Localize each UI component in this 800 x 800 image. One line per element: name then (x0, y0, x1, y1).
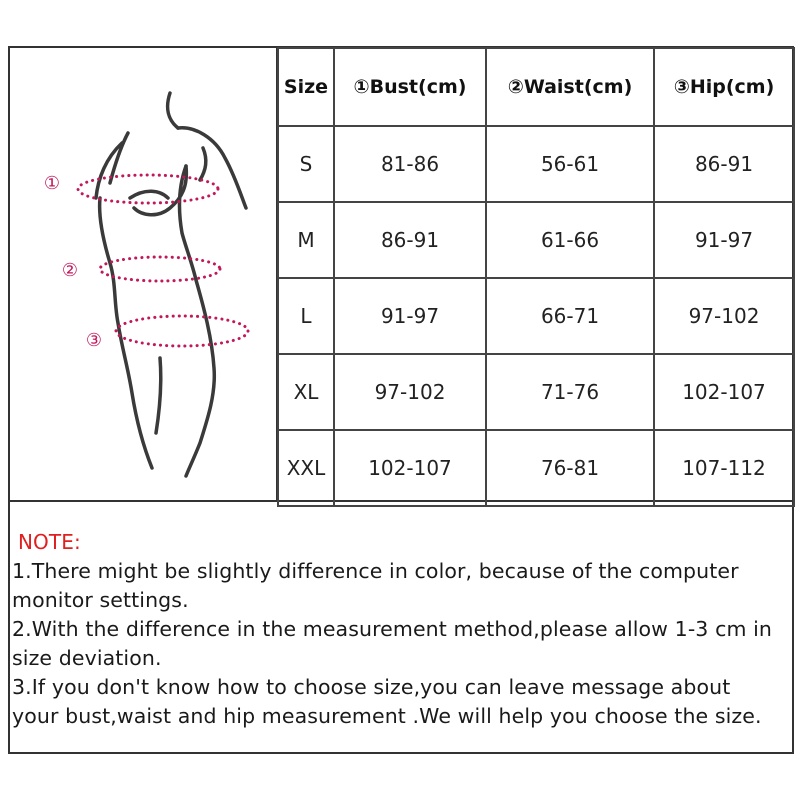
bust-cell: 81-86 (334, 126, 486, 202)
waist-cell: 76-81 (486, 430, 654, 506)
note-line: 3.If you don't know how to choose size,you can leave message about (12, 675, 731, 699)
note-line: monitor settings. (12, 588, 189, 612)
bust-cell: 97-102 (334, 354, 486, 430)
bust-cell: 102-107 (334, 430, 486, 506)
hip-cell: 86-91 (654, 126, 794, 202)
hip-measure-line (116, 316, 248, 346)
note-line: 1.There might be slightly difference in color, because of the computer (12, 559, 739, 583)
note-line: size deviation. (12, 646, 162, 670)
size-cell: L (278, 278, 334, 354)
hip-marker: ③ (85, 330, 103, 351)
size-cell: M (278, 202, 334, 278)
header-waist: ②Waist(cm) (486, 48, 654, 126)
note-title: NOTE: (18, 530, 81, 554)
waist-marker: ② (61, 260, 79, 281)
body-silhouette-icon (10, 48, 277, 500)
waist-cell: 66-71 (486, 278, 654, 354)
waist-cell: 71-76 (486, 354, 654, 430)
size-table (277, 47, 795, 507)
note-line: 2.With the difference in the measurement method,please allow 1-3 cm in (12, 617, 773, 641)
size-cell: XL (278, 354, 334, 430)
size-cell: S (278, 126, 334, 202)
hip-cell: 91-97 (654, 202, 794, 278)
table-row (278, 354, 794, 430)
header-hip: ③Hip(cm) (654, 48, 794, 126)
header-bust: ①Bust(cm) (334, 48, 486, 126)
hip-cell: 97-102 (654, 278, 794, 354)
waist-cell: 61-66 (486, 202, 654, 278)
table-row (278, 126, 794, 202)
notes-section (12, 528, 788, 731)
waist-cell: 56-61 (486, 126, 654, 202)
hip-cell: 102-107 (654, 354, 794, 430)
table-row (278, 430, 794, 506)
bust-cell: 86-91 (334, 202, 486, 278)
table-row (278, 278, 794, 354)
table-header-row (278, 48, 794, 126)
bust-marker: ① (43, 173, 61, 194)
note-line: your bust,waist and hip measurement .We will help you choose the size. (12, 704, 762, 728)
bust-cell: 91-97 (334, 278, 486, 354)
header-size: Size (278, 48, 334, 126)
size-cell: XXL (278, 430, 334, 506)
waist-measure-line (100, 257, 220, 281)
hip-cell: 107-112 (654, 430, 794, 506)
table-row (278, 202, 794, 278)
